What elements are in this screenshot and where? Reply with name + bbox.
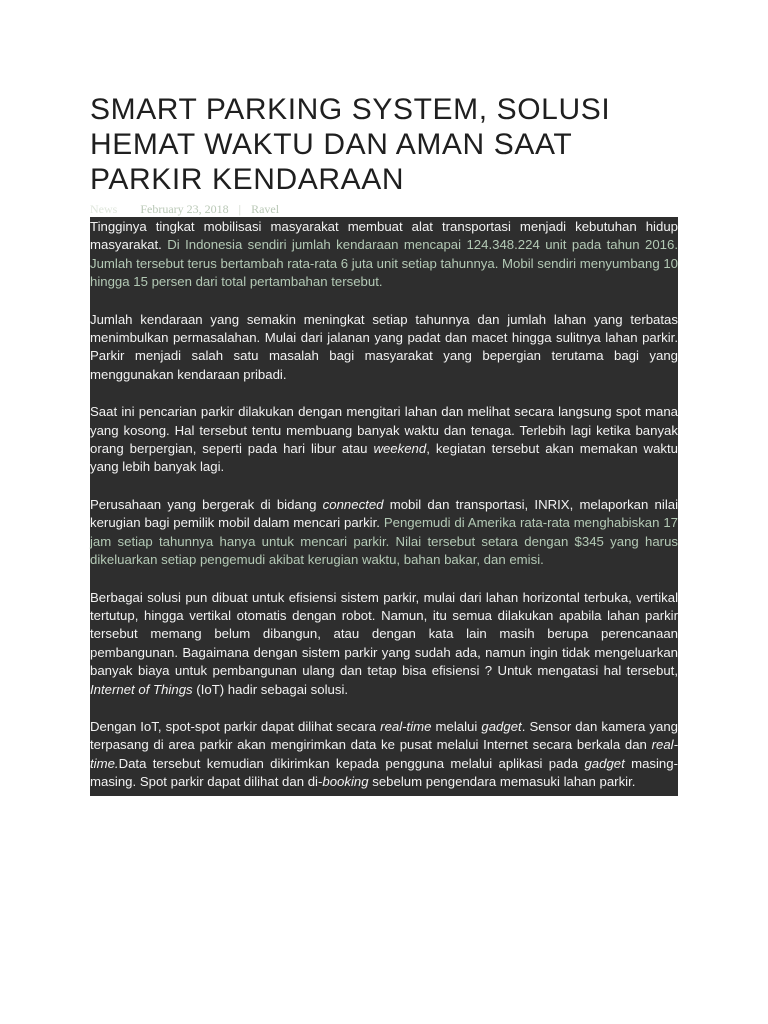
paragraph-text: Perusahaan yang bergerak di bidang bbox=[90, 496, 323, 512]
paragraph-text: , kegiatan tersebut akan memakan waktu yang lebih banyak lagi. bbox=[90, 441, 678, 475]
paragraph-text: . Sensor dan kamera yang terpasang di area parkir akan mengirimkan data ke pusat melalui Internet secara berkala dan bbox=[90, 718, 678, 753]
emphasis-text: real-time. bbox=[90, 737, 678, 771]
paragraph-text: Data tersebut kemudian dikirimkan kepada pengguna melalui aplikasi pada bbox=[118, 755, 585, 771]
article-category[interactable]: News bbox=[90, 202, 118, 216]
paragraph-text: Jumlah kendaraan yang semakin meningkat setiap tahunnya dan jumlah lahan yang terbatas menimbulkan permasalahan. Mulai dari jalanan yang padat dan macet hingga sulitnya lahan parkir. Parkir menjadi salah satu masalah bagi masyarakat yang bepergian terutama bagi yang menggunakan kendaraan pribadi. bbox=[90, 311, 678, 382]
article-author[interactable]: Ravel bbox=[251, 202, 280, 216]
article-body bbox=[90, 217, 678, 796]
paragraph-text: Berbagai solusi pun dibuat untuk efisiensi sistem parkir, mulai dari lahan horizontal terbuka, vertikal tertutup, hingga vertikal otomatis dengan robot. Namun, itu semua dilakukan apabila lahan parkir tersebut memang belum dibangun, atau dengan kata lain masih berupa perencanaan pembangunan. Bagaimana dengan sistem parkir yang sudah ada, namun ingin tidak mengeluarkan banyak biaya untuk pembangunan ulang dan tetap bisa efisiensi ? Untuk mengatasi hal tersebut, bbox=[90, 589, 678, 679]
emphasis-text: gadget bbox=[584, 755, 625, 771]
paragraph-text: (IoT) hadir sebagai solusi. bbox=[192, 681, 349, 697]
article-paragraph bbox=[90, 403, 678, 477]
paragraph-text: Dengan IoT, spot-spot parkir dapat dilihat secara bbox=[90, 718, 381, 734]
paragraph-text: Saat ini pencarian parkir dilakukan dengan mengitari lahan dan melihat secara langsung spot mana yang kosong. Hal tersebut tentu membuang banyak waktu dan tenaga. Terlebih lagi ketika banyak orang berpergian, seperti pada hari libur atau bbox=[90, 404, 678, 457]
highlighted-text: Di Indonesia sendiri jumlah kendaraan mencapai 124.348.224 unit pada tahun 2016. Jumlah tersebut terus bertambah rata-rata 6 juta unit setiap tahunnya. Mobil sendiri menyumbang 10 hingga 15 persen dari total pertambahan tersebut. bbox=[90, 237, 678, 290]
article-meta bbox=[90, 201, 678, 217]
meta-separator: | bbox=[238, 202, 242, 216]
paragraph-text: masing-masing. Spot parkir dapat dilihat dan di- bbox=[90, 755, 678, 790]
article-title: SMART PARKING SYSTEM, SOLUSI HEMAT WAKTU DAN AMAN SAAT PARKIR KENDARAAN bbox=[90, 93, 611, 196]
article-paragraph bbox=[90, 718, 678, 792]
emphasis-text: booking bbox=[322, 774, 369, 790]
emphasis-text: weekend bbox=[373, 441, 427, 457]
article-paragraph bbox=[90, 496, 678, 570]
emphasis-text: gadget bbox=[481, 718, 522, 734]
paragraph-text: mobil dan transportasi, INRIX, melaporkan nilai kerugian bagi pemilik mobil dalam mencari parkir. bbox=[90, 496, 679, 531]
article bbox=[90, 92, 678, 796]
paragraph-text: melalui bbox=[431, 718, 482, 734]
article-paragraph bbox=[90, 311, 678, 385]
paragraph-text: Tingginya tingkat mobilisasi masyarakat membuat alat transportasi menjadi kebutuhan hidup masyarakat. bbox=[90, 219, 678, 253]
article-paragraph bbox=[90, 589, 678, 699]
emphasis-text: Internet of Things bbox=[90, 681, 193, 697]
article-paragraph bbox=[90, 218, 678, 292]
article-date[interactable]: February 23, 2018 bbox=[140, 202, 229, 216]
emphasis-text: real-time bbox=[380, 718, 432, 734]
highlighted-text: Pengemudi di Amerika rata-rata menghabiskan 17 jam setiap tahunnya hanya untuk mencari parkir. Nilai tersebut setara dengan $345 yang harus dikeluarkan setiap pengemudi akibat kerugian waktu, bahan bakar, dan emisi. bbox=[90, 515, 678, 568]
paragraph-text: sebelum pengendara memasuki lahan parkir. bbox=[368, 774, 636, 790]
emphasis-text: connected bbox=[322, 496, 384, 512]
